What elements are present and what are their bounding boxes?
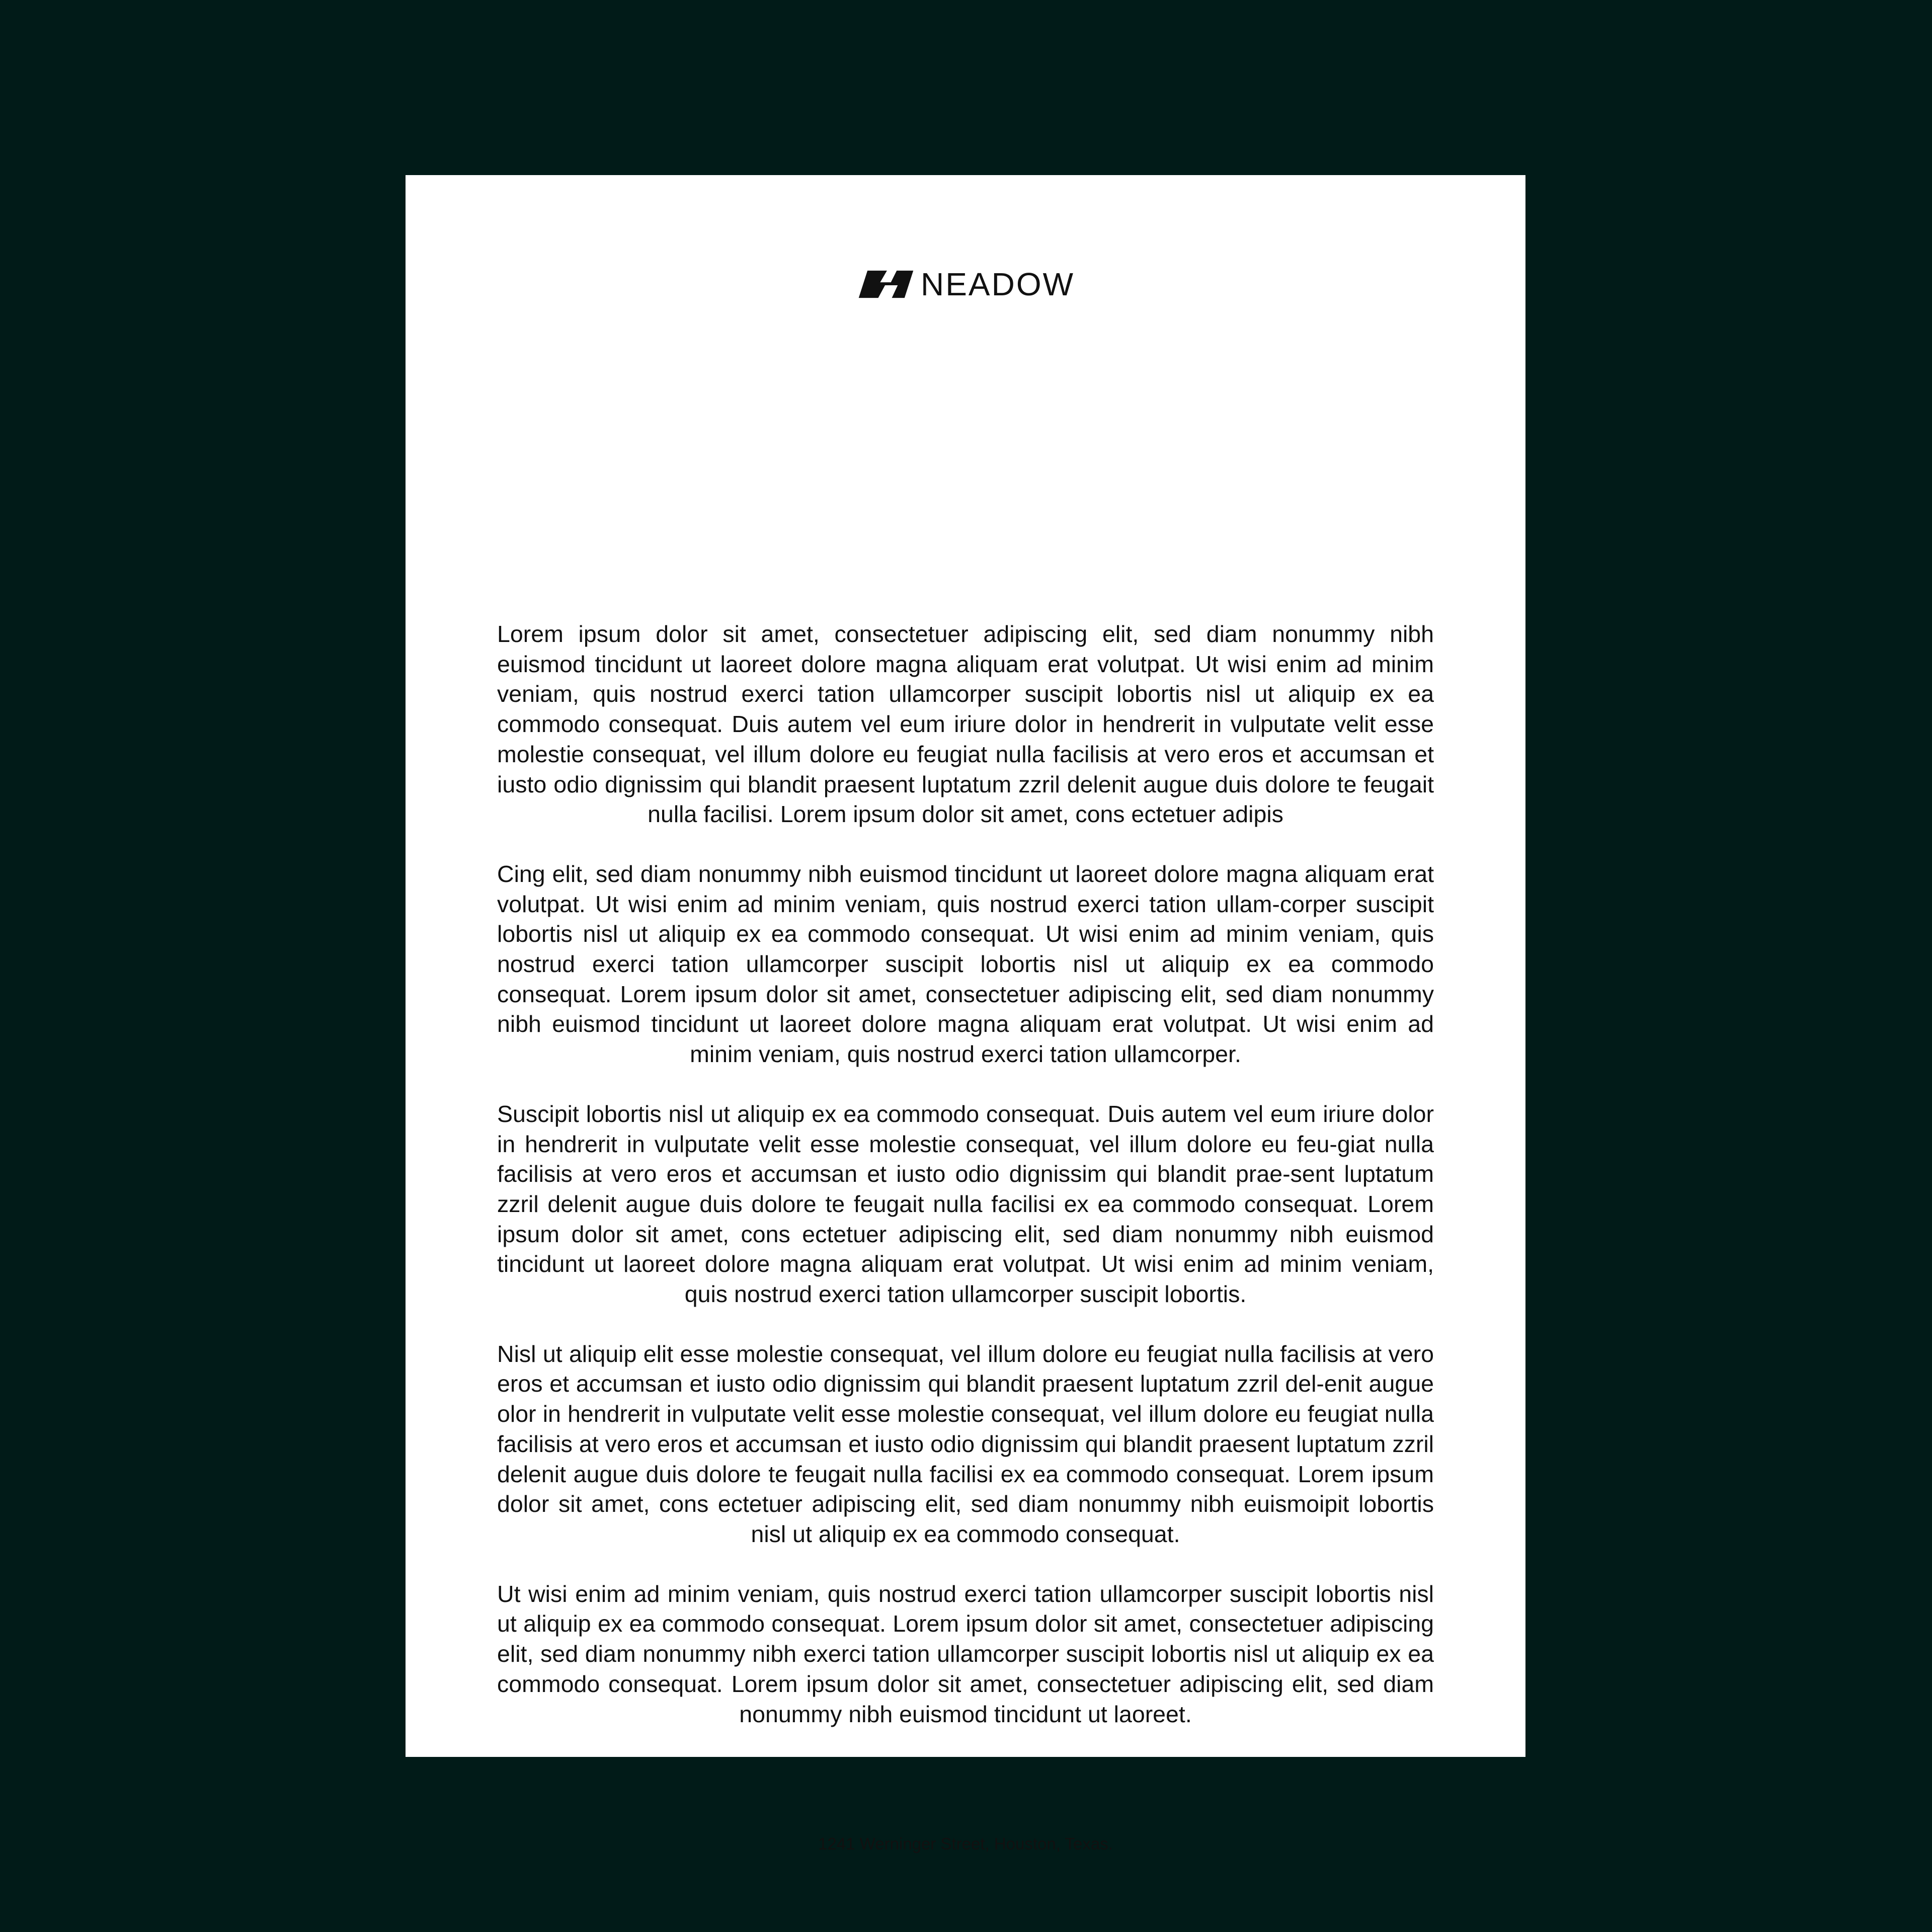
letter-paragraph: Suscipit lobortis nisl ut aliquip ex ea commodo consequat. Duis autem vel eum iriure dolor in hendrerit in vulputate velit esse molestie consequat, vel illum dolore eu feu-giat nulla facilisis at vero eros et accumsan et iusto odio dignissim qui blandit prae-sent luptatum zzril delenit augue duis dolore te feugait nulla facilisi ex ea commodo consequat. Lorem ipsum dolor sit amet, cons ectetuer adipiscing elit, sed diam nonummy nibh euismod tincidunt ut laoreet dolore magna aliquam erat volutpat. Ut wisi enim ad minim veniam, quis nostrud exerci tation ullamcorper suscipit lobortis. bbox=[497, 1100, 1434, 1308]
footer-address: 1241 Werninger Street, Houston, Texas. bbox=[818, 1834, 1113, 1853]
letter-paragraph: Cing elit, sed diam nonummy nibh euismod tincidunt ut laoreet dolore magna aliquam erat volutpat. Ut wisi enim ad minim veniam, quis nostrud exerci tation ullam-corper suscipit lobortis nisl ut aliquip ex ea commodo consequat. Ut wisi enim ad minim veniam, quis nostrud exerci tation ullamcorper suscipit lobortis nisl ut aliquip ex ea commodo consequat. Lorem ipsum dolor sit amet, consectetuer adipiscing elit, sed diam nonummy nibh euismod tincidunt ut laoreet dolore magna aliquam erat volutpat. Ut wisi enim ad minim veniam, quis nostrud exerci tation ullamcorper. bbox=[497, 860, 1434, 1068]
letter-paragraph: Ut wisi enim ad minim veniam, quis nostrud exerci tation ullamcorper suscipit lobortis nisl ut aliquip ex ea commodo consequat. Lorem ipsum dolor sit amet, consectetuer adipiscing elit, sed diam nonummy nibh exerci tation ullamcorper suscipit lobortis nisl ut aliquip ex ea commodo consequat. Lorem ipsum dolor sit amet, consectetuer adipiscing elit, sed diam nonummy nibh euismod tincidunt ut laoreet. bbox=[497, 1580, 1434, 1727]
letterhead-sheet bbox=[406, 175, 1525, 1853]
letter-body bbox=[497, 619, 1434, 1759]
brand-name: NEADOW bbox=[921, 266, 1075, 302]
letter-paragraph: Nisl ut aliquip elit esse molestie consequat, vel illum dolore eu feugiat nulla facilisis at vero eros et accumsan et iusto odio dignissim qui blandit praesent luptatum zzril del-enit augue olor in hendrerit in vulputate velit esse molestie consequat, vel illum dolore eu feugiat nulla facilisis at vero eros et accumsan et iusto odio dignissim qui blandit praesent luptatum zzril delenit augue duis dolore te feugait nulla facilisi ex ea commodo consequat. Lorem ipsum dolor sit amet, cons ectetuer adipiscing elit, sed diam nonummy nibh euismoipit lobortis nisl ut aliquip ex ea commodo consequat. bbox=[497, 1340, 1434, 1547]
letter-paragraph: Lorem ipsum dolor sit amet, consectetuer adipiscing elit, sed diam nonummy nibh euismod tincidunt ut laoreet dolore magna aliquam erat volutpat. Ut wisi enim ad minim veniam, quis nostrud exerci tation ullamcorper suscipit lobortis nisl ut aliquip ex ea commodo consequat. Duis autem vel eum iriure dolor in hendrerit in vulputate velit esse molestie consequat, vel illum dolore eu feugiat nulla facilisis at vero eros et accumsan et iusto odio dignissim qui blandit praesent luptatum zzril delenit augue duis dolore te feugait nulla facilisi. Lorem ipsum dolor sit amet, cons ectetuer adipis bbox=[497, 621, 1434, 828]
brand-logo bbox=[406, 262, 1525, 307]
neadow-logo-icon bbox=[856, 269, 916, 300]
